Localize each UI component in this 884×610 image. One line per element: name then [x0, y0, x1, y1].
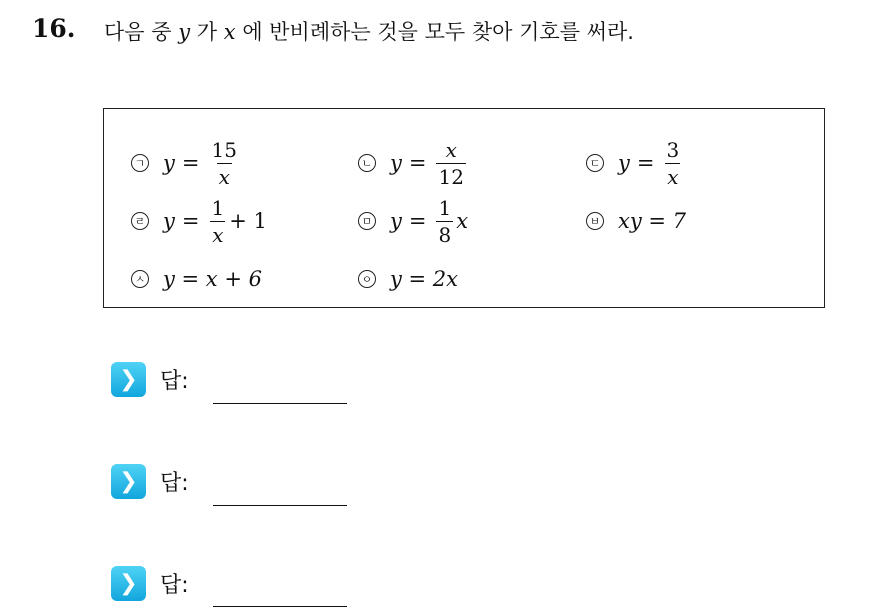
option-f — [586, 191, 686, 251]
fraction-denominator: 12 — [438, 164, 464, 189]
option-e — [358, 191, 468, 251]
option-c — [586, 133, 684, 193]
fraction — [209, 195, 226, 247]
answer-blank[interactable] — [213, 606, 347, 607]
question-text-part: 에 반비례하는 것을 모두 찾아 기호를 써라. — [242, 20, 634, 44]
fraction-denominator: 8 — [438, 222, 452, 247]
option-d — [131, 191, 267, 251]
question-text — [104, 16, 634, 46]
equation-expression: y = x + 6 — [163, 267, 262, 291]
answer-label: 답: — [160, 471, 189, 496]
equation-expression: xy = 7 — [618, 209, 687, 233]
question-text-part: 다음 중 — [104, 20, 172, 44]
equation-expression: y = 2x — [390, 267, 459, 291]
option-mark: ㅅ — [131, 270, 149, 288]
variable-y: y — [178, 20, 191, 44]
fraction-numerator: 1 — [211, 195, 225, 220]
option-mark: ㄱ — [131, 154, 149, 172]
answer-blank[interactable] — [213, 505, 347, 506]
chevron-right-icon: ❯ — [111, 566, 146, 601]
fraction-denominator: x — [218, 164, 230, 189]
answer-label: 답: — [160, 573, 189, 598]
option-mark: ㅁ — [358, 212, 376, 230]
option-h — [358, 249, 458, 309]
equals-sign: = — [181, 151, 200, 175]
fraction — [664, 137, 681, 189]
question-text-part: 가 — [196, 20, 218, 44]
fraction — [209, 137, 238, 189]
option-mark: ㅂ — [586, 212, 604, 230]
option-a — [131, 133, 242, 193]
answer-label: 답: — [160, 369, 189, 394]
option-g — [131, 249, 262, 309]
fraction-numerator: 3 — [666, 137, 680, 162]
answer-row — [111, 566, 189, 601]
equation-rest: + 1 — [229, 209, 267, 233]
fraction-numerator: 15 — [211, 137, 237, 162]
fraction-numerator: x — [445, 137, 457, 162]
option-mark: ㅇ — [358, 270, 376, 288]
answer-blank[interactable] — [213, 403, 347, 404]
fraction-numerator: 1 — [438, 195, 452, 220]
equation-lhs: y — [163, 209, 175, 233]
equation-lhs: y — [390, 151, 402, 175]
option-mark: ㄷ — [586, 154, 604, 172]
options-box — [103, 108, 825, 308]
variable-x: x — [223, 20, 236, 44]
question-number: 16. — [32, 14, 76, 43]
fraction-denominator: x — [667, 164, 679, 189]
equation-rest: x — [456, 209, 469, 233]
equals-sign: = — [181, 209, 200, 233]
answer-row — [111, 464, 189, 499]
chevron-right-icon: ❯ — [111, 362, 146, 397]
equation-lhs: y — [618, 151, 630, 175]
option-mark: ㄴ — [358, 154, 376, 172]
equals-sign: = — [636, 151, 655, 175]
equals-sign: = — [408, 151, 427, 175]
answer-row — [111, 362, 189, 397]
equation-lhs: y — [163, 151, 175, 175]
fraction-denominator: x — [212, 222, 224, 247]
option-b — [358, 133, 469, 193]
equals-sign: = — [408, 209, 427, 233]
fraction — [436, 137, 465, 189]
chevron-right-icon: ❯ — [111, 464, 146, 499]
fraction — [436, 195, 453, 247]
option-mark: ㄹ — [131, 212, 149, 230]
equation-lhs: y — [390, 209, 402, 233]
